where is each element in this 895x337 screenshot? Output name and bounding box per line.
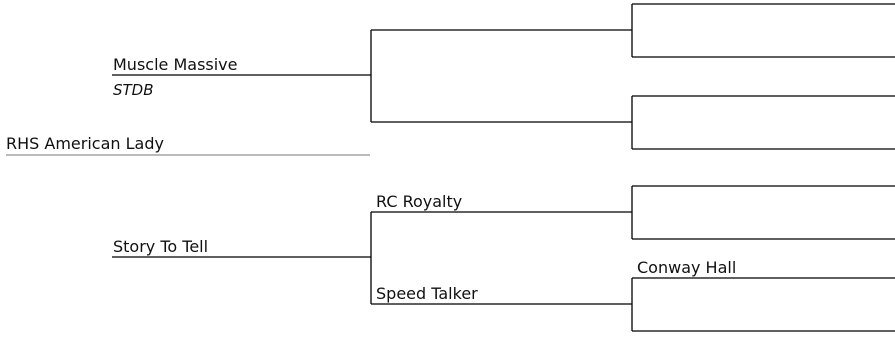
subject-name[interactable]: RHS American Lady: [6, 134, 164, 153]
dam-sire-name[interactable]: RC Royalty: [376, 192, 463, 211]
sire-name[interactable]: Muscle Massive: [113, 55, 238, 74]
dam-dam-name[interactable]: Speed Talker: [376, 284, 478, 303]
dam-name[interactable]: Story To Tell: [113, 237, 209, 256]
ggp-name-7[interactable]: Conway Hall: [637, 258, 737, 277]
sire-breed: STDB: [113, 81, 154, 99]
